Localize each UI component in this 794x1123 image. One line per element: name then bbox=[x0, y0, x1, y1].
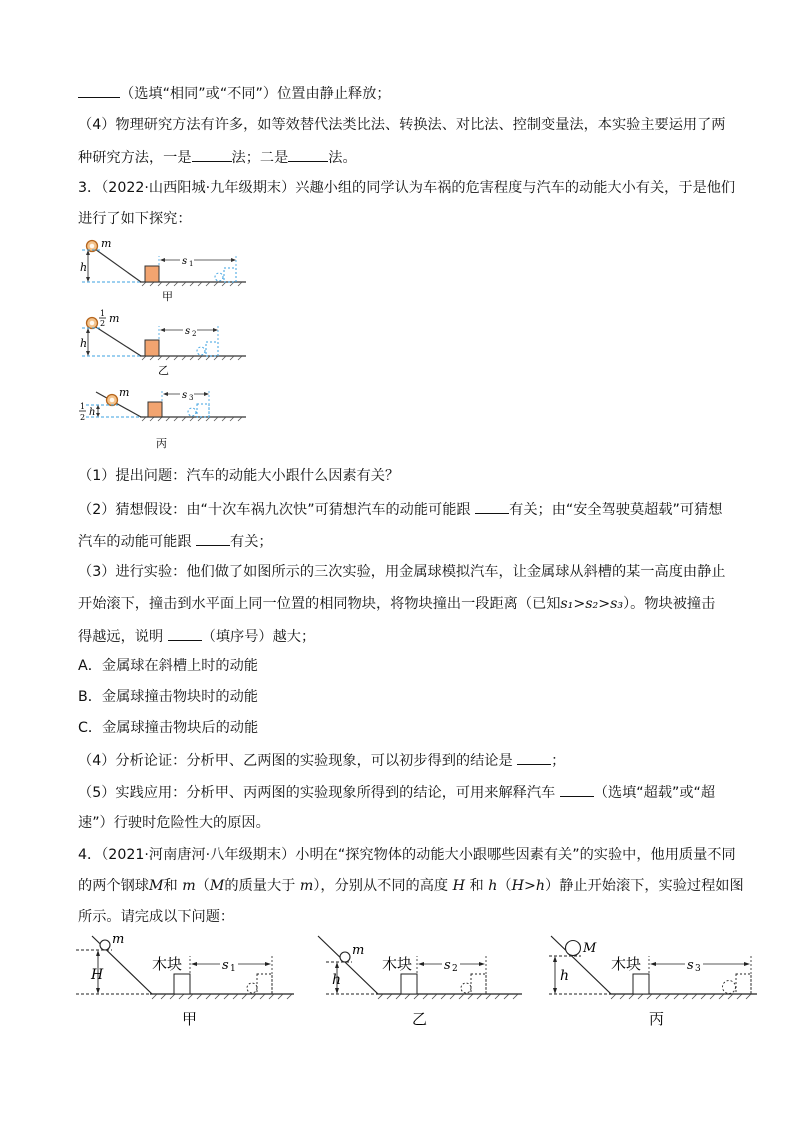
svg-text:h: h bbox=[89, 407, 96, 418]
q2-part4-line1: （4）物理研究方法有许多，如等效替代法类比法、转换法、对比法、控制变量法，本实验主要运用了两 bbox=[78, 117, 726, 133]
q3-option-a: A．金属球在斜槽上时的动能 bbox=[78, 658, 258, 674]
q4-figure-yi bbox=[306, 932, 528, 1030]
wood-block bbox=[633, 974, 649, 994]
q4-figure-bing bbox=[545, 932, 767, 1030]
svg-text:1: 1 bbox=[80, 402, 86, 411]
q3-part4: （4）分析论证：分析甲、乙两图的实验现象，可以初步得到的结论是 ； bbox=[78, 749, 565, 771]
svg-text:s: s bbox=[687, 958, 694, 973]
q3-stem-line2: 进行了如下探究： bbox=[78, 211, 192, 227]
q2-line1: （选填“相同”或“不同”）位置由静止释放； bbox=[78, 82, 391, 104]
q3-part1: （1）提出问题：汽车的动能大小跟什么因素有关？ bbox=[78, 468, 400, 484]
svg-text:m: m bbox=[352, 943, 365, 958]
svg-text:s: s bbox=[182, 256, 188, 267]
svg-text:3: 3 bbox=[189, 394, 194, 402]
svg-text:1: 1 bbox=[230, 964, 236, 974]
answer-blank[interactable] bbox=[196, 530, 230, 546]
q3-figure-jia bbox=[78, 236, 253, 306]
q3-stem-line1: 3．（2022·山西阳城·九年级期末）兴趣小组的同学认为车祸的危害程度与汽车的动能大小有关，于是他们 bbox=[78, 180, 736, 196]
svg-text:丙: 丙 bbox=[649, 1010, 665, 1028]
svg-text:s: s bbox=[222, 958, 229, 973]
q2-part4-line2: 种研究方法，一是 法；二是 法。 bbox=[78, 146, 357, 168]
svg-text:2: 2 bbox=[100, 319, 106, 328]
svg-text:1: 1 bbox=[100, 309, 106, 318]
svg-text:s: s bbox=[182, 390, 188, 401]
svg-text:木块: 木块 bbox=[611, 955, 642, 973]
svg-text:2: 2 bbox=[452, 964, 458, 974]
answer-blank[interactable] bbox=[168, 625, 202, 641]
q3-option-c: C．金属球撞击物块后的动能 bbox=[78, 720, 259, 736]
q3-part3-line2: 开始滚下，撞击到水平面上同一位置的相同物块，将物块撞出一段距离（已知s₁>s₂>s₃）。物块被撞击 bbox=[78, 596, 716, 612]
svg-text:s: s bbox=[185, 326, 191, 337]
svg-text:m: m bbox=[112, 932, 125, 947]
svg-text:木块: 木块 bbox=[382, 955, 413, 973]
q3-part2-line1: （2）猜想假设：由“十次车祸九次快”可猜想汽车的动能可能跟 有关；由“安全驾驶莫超载”可猜想 bbox=[78, 498, 722, 520]
svg-text:3: 3 bbox=[695, 964, 701, 974]
svg-text:乙: 乙 bbox=[412, 1010, 428, 1028]
answer-blank[interactable] bbox=[192, 146, 232, 162]
svg-text:木块: 木块 bbox=[152, 955, 183, 973]
block bbox=[148, 402, 162, 417]
svg-text:h: h bbox=[332, 972, 342, 988]
svg-text:甲: 甲 bbox=[162, 290, 173, 303]
answer-blank[interactable] bbox=[517, 749, 551, 765]
q3-figure-bing bbox=[78, 384, 253, 454]
q3-part3-line1: （3）进行实验：他们做了如图所示的三次实验，用金属球模拟汽车，让金属球从斜槽的某一高度由静止 bbox=[78, 564, 726, 580]
q4-stem-line3: 所示。请完成以下问题： bbox=[78, 909, 235, 925]
svg-text:H: H bbox=[91, 967, 104, 983]
svg-text:m: m bbox=[109, 312, 120, 325]
block bbox=[145, 340, 159, 356]
svg-text:h: h bbox=[80, 337, 88, 350]
svg-text:2: 2 bbox=[80, 413, 86, 422]
q3-part3-line3: 得越远，说明 （填序号）越大； bbox=[78, 625, 315, 647]
q4-figure-jia bbox=[76, 932, 298, 1030]
q3-option-b: B．金属球撞击物块时的动能 bbox=[78, 689, 258, 705]
answer-blank[interactable] bbox=[560, 781, 594, 797]
steel-ball bbox=[566, 941, 581, 956]
answer-blank[interactable] bbox=[475, 498, 509, 514]
q4-stem-line2: 的两个钢球M和 m（M的质量大于 m），分别从不同的高度 H 和 h（H>h）静止开始滚下，实验过程如图 bbox=[78, 878, 744, 894]
svg-text:M: M bbox=[583, 941, 597, 956]
svg-text:1: 1 bbox=[189, 260, 194, 268]
q3-figure-yi bbox=[78, 310, 253, 380]
answer-blank[interactable] bbox=[288, 146, 328, 162]
steel-ball bbox=[100, 940, 110, 950]
svg-text:m: m bbox=[101, 237, 112, 250]
svg-text:乙: 乙 bbox=[158, 364, 169, 377]
q3-part5-line2: 速”）行驶时危险性大的原因。 bbox=[78, 815, 270, 831]
svg-text:2: 2 bbox=[192, 330, 197, 338]
svg-text:丙: 丙 bbox=[156, 437, 167, 450]
wood-block bbox=[174, 974, 190, 994]
svg-text:甲: 甲 bbox=[182, 1010, 198, 1028]
svg-text:s: s bbox=[444, 958, 451, 973]
q3-part2-line2: 汽车的动能可能跟 有关； bbox=[78, 530, 273, 552]
svg-text:h: h bbox=[80, 261, 88, 274]
steel-ball bbox=[340, 952, 350, 962]
svg-text:h: h bbox=[560, 968, 570, 984]
svg-text:m: m bbox=[119, 386, 130, 399]
answer-blank[interactable] bbox=[78, 82, 120, 98]
block bbox=[145, 266, 159, 282]
q3-part5-line1: （5）实践应用：分析甲、丙两图的实验现象所得到的结论，可用来解释汽车 （选填“超载”或“超 bbox=[78, 781, 715, 803]
wood-block bbox=[401, 974, 417, 994]
q4-stem-line1: 4．（2021·河南唐河·八年级期末）小明在“探究物体的动能大小跟哪些因素有关”的实验中，他用质量不同 bbox=[78, 847, 736, 863]
